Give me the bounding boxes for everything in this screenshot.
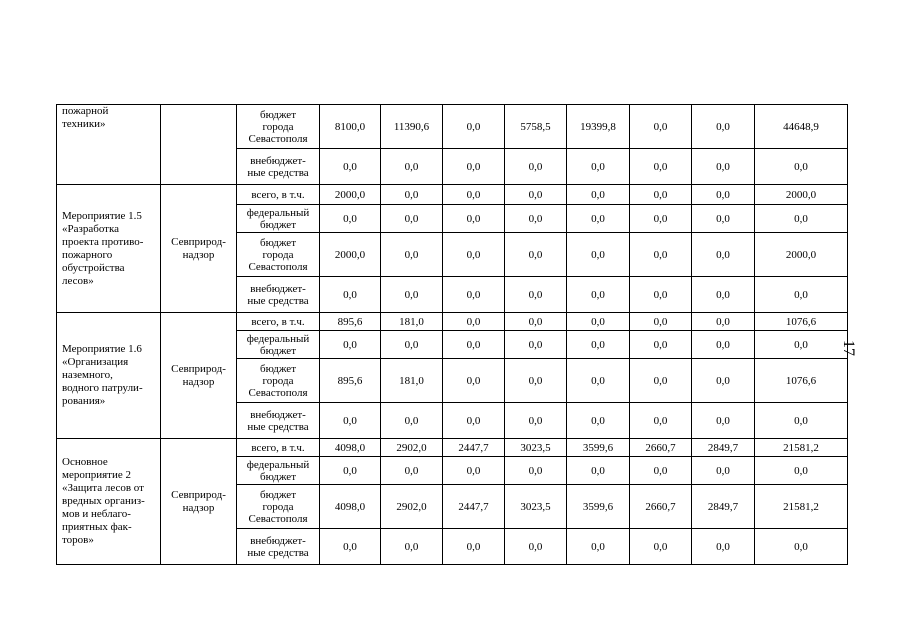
value-cell: 0,0 [692, 233, 755, 277]
value-cell: 19399,8 [567, 105, 630, 149]
funding-source-cell: внебюджет- ные средства [237, 403, 320, 439]
value-cell: 2660,7 [630, 485, 692, 529]
total-cell: 44648,9 [755, 105, 848, 149]
funding-source-cell: всего, в т.ч. [237, 313, 320, 331]
value-cell: 0,0 [320, 331, 381, 359]
value-cell: 0,0 [381, 233, 443, 277]
value-cell: 0,0 [692, 403, 755, 439]
executor-cell: Севприрод- надзор [161, 439, 237, 565]
value-cell: 0,0 [567, 313, 630, 331]
value-cell: 0,0 [505, 331, 567, 359]
total-cell: 1076,6 [755, 359, 848, 403]
funding-source-cell: федеральный бюджет [237, 205, 320, 233]
value-cell: 0,0 [630, 313, 692, 331]
funding-source-cell: федеральный бюджет [237, 457, 320, 485]
funding-source-cell: внебюджет- ные средства [237, 529, 320, 565]
value-cell: 0,0 [381, 331, 443, 359]
value-cell: 0,0 [692, 457, 755, 485]
value-cell: 0,0 [381, 205, 443, 233]
value-cell: 0,0 [567, 149, 630, 185]
table-row [57, 185, 848, 205]
value-cell: 8100,0 [320, 105, 381, 149]
table-row [57, 439, 848, 457]
funding-source-cell: всего, в т.ч. [237, 439, 320, 457]
page-number: 17 [840, 340, 857, 356]
value-cell: 3023,5 [505, 439, 567, 457]
value-cell: 0,0 [630, 105, 692, 149]
value-cell: 2000,0 [320, 233, 381, 277]
value-cell: 0,0 [505, 205, 567, 233]
funding-source-cell: всего, в т.ч. [237, 185, 320, 205]
value-cell: 0,0 [567, 403, 630, 439]
value-cell: 0,0 [630, 457, 692, 485]
value-cell: 0,0 [320, 205, 381, 233]
value-cell: 0,0 [443, 313, 505, 331]
program-name-cell: пожарной техники» [57, 105, 161, 185]
executor-cell: Севприрод- надзор [161, 185, 237, 313]
value-cell: 0,0 [320, 529, 381, 565]
value-cell: 0,0 [505, 277, 567, 313]
value-cell: 0,0 [630, 331, 692, 359]
total-cell: 2000,0 [755, 185, 848, 205]
value-cell: 0,0 [692, 359, 755, 403]
value-cell: 0,0 [381, 277, 443, 313]
value-cell: 0,0 [630, 403, 692, 439]
executor-cell: Севприрод- надзор [161, 313, 237, 439]
value-cell: 11390,6 [381, 105, 443, 149]
program-name-cell: Основное мероприятие 2 «Защита лесов от вредных организ- мов и неблаго- приятных фак- торов» [57, 439, 161, 565]
value-cell: 3599,6 [567, 485, 630, 529]
value-cell: 0,0 [320, 403, 381, 439]
value-cell: 895,6 [320, 359, 381, 403]
funding-source-cell: федеральный бюджет [237, 331, 320, 359]
value-cell: 0,0 [443, 149, 505, 185]
value-cell: 2447,7 [443, 485, 505, 529]
funding-source-cell: внебюджет- ные средства [237, 277, 320, 313]
value-cell: 2902,0 [381, 485, 443, 529]
value-cell: 3599,6 [567, 439, 630, 457]
value-cell: 0,0 [443, 185, 505, 205]
value-cell: 0,0 [692, 529, 755, 565]
total-cell: 1076,6 [755, 313, 848, 331]
funding-source-cell: внебюджет- ные средства [237, 149, 320, 185]
value-cell: 0,0 [505, 185, 567, 205]
total-cell: 0,0 [755, 205, 848, 233]
value-cell: 0,0 [567, 529, 630, 565]
value-cell: 0,0 [381, 457, 443, 485]
value-cell: 0,0 [567, 185, 630, 205]
value-cell: 0,0 [443, 457, 505, 485]
total-cell: 0,0 [755, 277, 848, 313]
value-cell: 0,0 [505, 529, 567, 565]
value-cell: 0,0 [567, 331, 630, 359]
budget-table [56, 104, 848, 565]
value-cell: 0,0 [443, 403, 505, 439]
value-cell: 0,0 [692, 105, 755, 149]
total-cell: 0,0 [755, 457, 848, 485]
value-cell: 0,0 [505, 233, 567, 277]
value-cell: 0,0 [630, 233, 692, 277]
value-cell: 0,0 [567, 277, 630, 313]
value-cell: 0,0 [630, 529, 692, 565]
value-cell: 0,0 [320, 457, 381, 485]
value-cell: 0,0 [692, 277, 755, 313]
value-cell: 0,0 [505, 149, 567, 185]
value-cell: 0,0 [505, 403, 567, 439]
value-cell: 2849,7 [692, 485, 755, 529]
value-cell: 4098,0 [320, 485, 381, 529]
value-cell: 0,0 [630, 359, 692, 403]
value-cell: 0,0 [567, 233, 630, 277]
value-cell: 0,0 [381, 403, 443, 439]
value-cell: 3023,5 [505, 485, 567, 529]
value-cell: 0,0 [320, 277, 381, 313]
value-cell: 0,0 [567, 359, 630, 403]
table-row [57, 105, 848, 149]
total-cell: 0,0 [755, 331, 848, 359]
value-cell: 0,0 [630, 185, 692, 205]
value-cell: 0,0 [505, 457, 567, 485]
value-cell: 5758,5 [505, 105, 567, 149]
value-cell: 0,0 [505, 359, 567, 403]
value-cell: 0,0 [381, 185, 443, 205]
value-cell: 0,0 [381, 149, 443, 185]
value-cell: 0,0 [505, 313, 567, 331]
value-cell: 2660,7 [630, 439, 692, 457]
table-row [57, 313, 848, 331]
value-cell: 2902,0 [381, 439, 443, 457]
executor-cell [161, 105, 237, 185]
total-cell: 2000,0 [755, 233, 848, 277]
value-cell: 0,0 [443, 529, 505, 565]
value-cell: 0,0 [692, 205, 755, 233]
value-cell: 4098,0 [320, 439, 381, 457]
value-cell: 181,0 [381, 359, 443, 403]
value-cell: 0,0 [443, 205, 505, 233]
value-cell: 0,0 [630, 149, 692, 185]
total-cell: 21581,2 [755, 485, 848, 529]
value-cell: 0,0 [630, 205, 692, 233]
value-cell: 0,0 [443, 105, 505, 149]
funding-source-cell: бюджет города Севастополя [237, 233, 320, 277]
total-cell: 0,0 [755, 403, 848, 439]
value-cell: 181,0 [381, 313, 443, 331]
total-cell: 0,0 [755, 529, 848, 565]
value-cell: 0,0 [443, 233, 505, 277]
program-name-cell: Мероприятие 1.5 «Разработка проекта противо- пожарного обустройства лесов» [57, 185, 161, 313]
value-cell: 0,0 [692, 149, 755, 185]
value-cell: 0,0 [692, 313, 755, 331]
value-cell: 0,0 [443, 331, 505, 359]
value-cell: 895,6 [320, 313, 381, 331]
value-cell: 0,0 [567, 457, 630, 485]
value-cell: 0,0 [320, 149, 381, 185]
value-cell: 0,0 [567, 205, 630, 233]
program-name-cell: Мероприятие 1.6 «Организация наземного, водного патрули- рования» [57, 313, 161, 439]
value-cell: 0,0 [443, 277, 505, 313]
funding-source-cell: бюджет города Севастополя [237, 105, 320, 149]
total-cell: 21581,2 [755, 439, 848, 457]
value-cell: 0,0 [692, 185, 755, 205]
value-cell: 0,0 [692, 331, 755, 359]
value-cell: 0,0 [630, 277, 692, 313]
value-cell: 0,0 [381, 529, 443, 565]
value-cell: 2000,0 [320, 185, 381, 205]
funding-source-cell: бюджет города Севастополя [237, 485, 320, 529]
total-cell: 0,0 [755, 149, 848, 185]
funding-source-cell: бюджет города Севастополя [237, 359, 320, 403]
value-cell: 0,0 [443, 359, 505, 403]
value-cell: 2849,7 [692, 439, 755, 457]
value-cell: 2447,7 [443, 439, 505, 457]
